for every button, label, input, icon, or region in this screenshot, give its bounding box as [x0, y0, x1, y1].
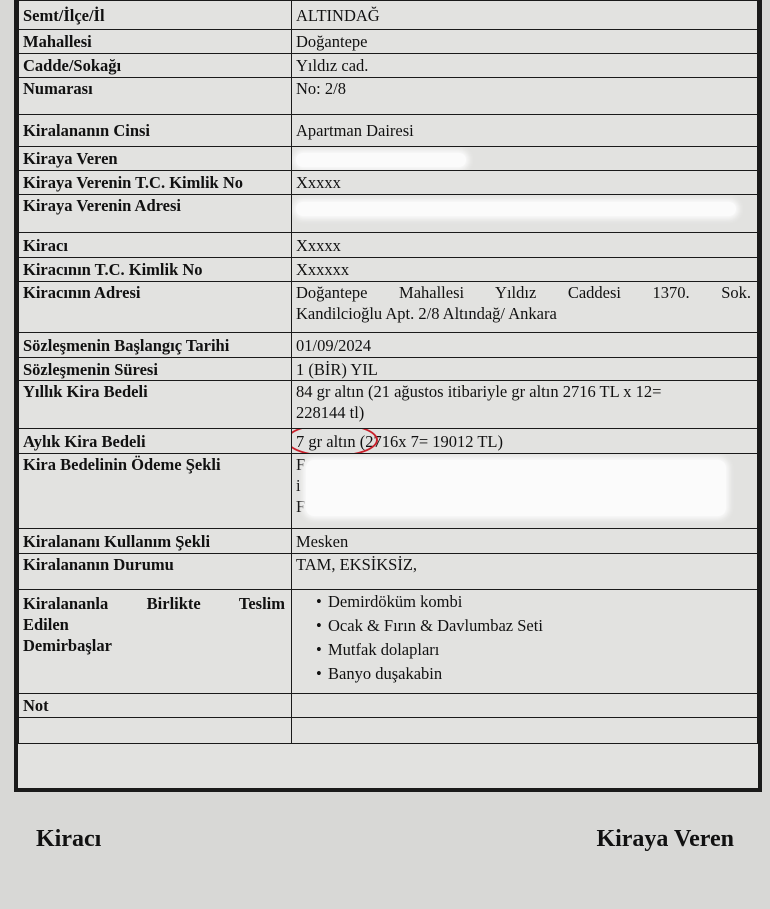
list-item: • Demirdöküm kombi	[328, 590, 751, 614]
field-value: ALTINDAĞ	[292, 1, 758, 30]
field-label: Kiraya Verenin T.C. Kimlik No	[19, 171, 292, 195]
redacted-value	[292, 195, 758, 233]
label-line: Kiralananla Birlikte Teslim	[23, 594, 285, 613]
table-row	[19, 233, 758, 258]
table-row	[19, 282, 758, 333]
field-label: Kiracının T.C. Kimlik No	[19, 258, 292, 282]
table-row	[19, 358, 758, 381]
table-row	[19, 590, 758, 694]
field-label: Semt/İlçe/İl	[19, 1, 292, 30]
list-item: • Mutfak dolapları	[328, 638, 751, 662]
field-label: Sözleşmenin Süresi	[19, 358, 292, 381]
field-value	[292, 694, 758, 718]
field-label	[19, 590, 292, 694]
field-label: Kira Bedelinin Ödeme Şekli	[19, 454, 292, 529]
value-line: 228144 tl)	[296, 403, 365, 422]
table-row	[19, 554, 758, 590]
field-label: Kiraya Verenin Adresi	[19, 195, 292, 233]
field-label: Aylık Kira Bedeli	[19, 429, 292, 454]
redaction-mark	[296, 202, 736, 216]
field-label: Sözleşmenin Başlangıç Tarihi	[19, 333, 292, 358]
table-row	[19, 454, 758, 529]
redacted-value	[292, 147, 758, 171]
redacted-value	[292, 454, 758, 529]
field-value: 1 (BİR) YIL	[292, 358, 758, 381]
value-line: F	[296, 455, 306, 474]
table-row	[19, 78, 758, 115]
field-label: Cadde/Sokağı	[19, 54, 292, 78]
address-line: Kandilcioğlu Apt. 2/8 Altındağ/ Ankara	[296, 304, 557, 323]
list-item: • Ocak & Fırın & Davlumbaz Seti	[328, 614, 751, 638]
table-row	[19, 115, 758, 147]
field-label: Kiralananın Durumu	[19, 554, 292, 590]
field-value: Doğantepe	[292, 30, 758, 54]
field-label: Yıllık Kira Bedeli	[19, 381, 292, 429]
value-line: 84 gr altın (21 ağustos itibariyle gr altın 2716 TL x 12=	[296, 382, 662, 401]
field-value: Apartman Dairesi	[292, 115, 758, 147]
field-value	[292, 429, 758, 454]
field-value: 01/09/2024	[292, 333, 758, 358]
value-line: F	[296, 497, 306, 516]
field-label: Kiracının Adresi	[19, 282, 292, 333]
table-row	[19, 171, 758, 195]
address-line: Doğantepe Mahallesi Yıldız Caddesi 1370. Sok.	[296, 283, 751, 302]
field-label: Not	[19, 694, 292, 718]
field-label: Kiralananın Cinsi	[19, 115, 292, 147]
table-row	[19, 429, 758, 454]
value-line: i	[296, 476, 301, 495]
label-line: Demirbaşlar	[23, 636, 112, 655]
field-value: No: 2/8	[292, 78, 758, 115]
signature-tenant: Kiracı	[36, 826, 102, 852]
field-label	[19, 718, 292, 744]
fixtures-list	[296, 590, 751, 686]
field-label: Kiraya Veren	[19, 147, 292, 171]
contract-document	[14, 0, 762, 792]
table-row	[19, 195, 758, 233]
field-value: Yıldız cad.	[292, 54, 758, 78]
signature-landlord: Kiraya Veren	[596, 826, 734, 852]
field-value	[292, 590, 758, 694]
field-value: Mesken	[292, 529, 758, 554]
redaction-mark	[296, 153, 466, 167]
field-value: Xxxxxx	[292, 258, 758, 282]
field-label: Kiracı	[19, 233, 292, 258]
table-row	[19, 54, 758, 78]
contract-table	[18, 0, 758, 744]
list-item: • Banyo duşakabin	[328, 662, 751, 686]
field-label: Mahallesi	[19, 30, 292, 54]
field-value: TAM, EKSİKSİZ,	[292, 554, 758, 590]
table-row	[19, 529, 758, 554]
table-row	[19, 147, 758, 171]
field-value: Xxxxx	[292, 171, 758, 195]
field-label: Kiralananı Kullanım Şekli	[19, 529, 292, 554]
table-row	[19, 718, 758, 744]
circled-value: 7 gr altın	[296, 431, 356, 451]
redaction-mark	[306, 460, 726, 516]
table-row	[19, 694, 758, 718]
field-value	[292, 718, 758, 744]
field-label: Numarası	[19, 78, 292, 115]
field-value	[292, 381, 758, 429]
label-line: Edilen	[23, 615, 69, 634]
table-row	[19, 258, 758, 282]
table-row	[19, 30, 758, 54]
table-row	[19, 333, 758, 358]
field-value	[292, 282, 758, 333]
field-value: Xxxxx	[292, 233, 758, 258]
value-rest: (2716x 7= 19012 TL)	[355, 431, 503, 451]
table-row	[19, 1, 758, 30]
table-row	[19, 381, 758, 429]
